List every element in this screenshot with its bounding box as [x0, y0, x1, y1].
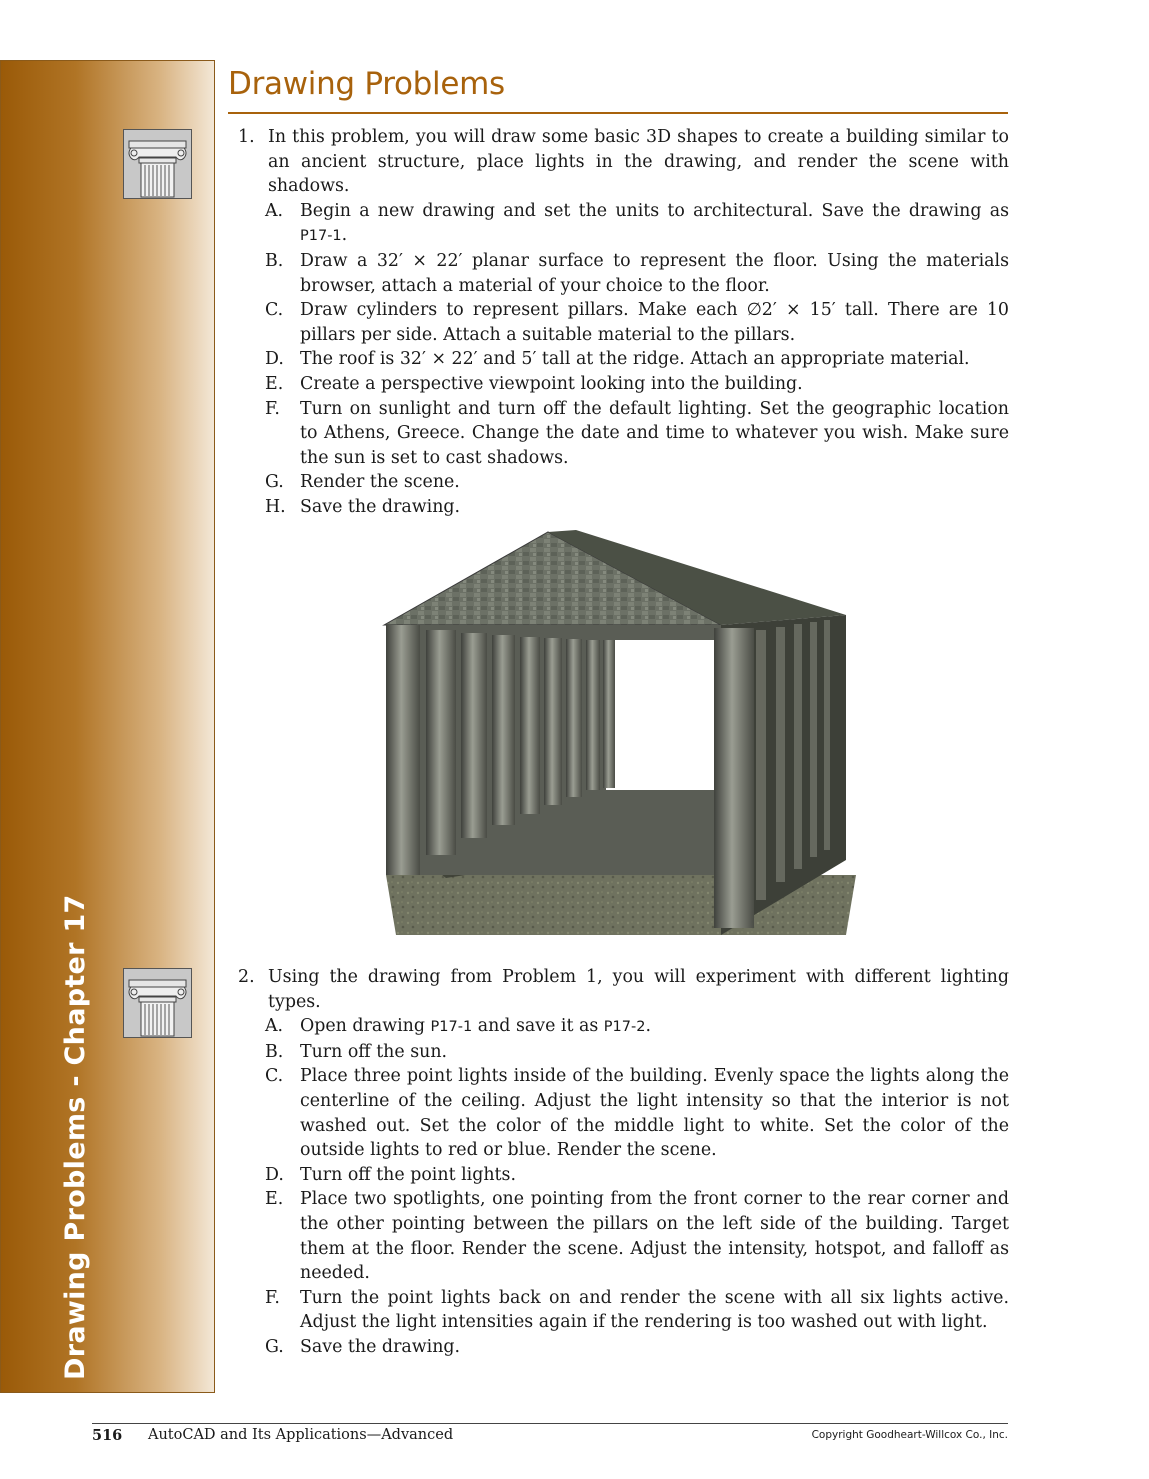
file-name: P17-2 — [603, 1019, 646, 1036]
step-letter: B. — [265, 1041, 284, 1062]
problem-text: In this problem, you will draw some basic 3D shapes to create a building similar to an ancient structure, place lights in the drawing, and render the scene with shadows. — [268, 127, 1009, 197]
step-text: Turn off the sun. — [300, 1041, 448, 1062]
step-text: Save the drawing. — [300, 1336, 461, 1357]
step-text: Draw a 32′ × 22′ planar surface to represent the floor. Using the materials browser, attach a material of your choice to the floor. — [300, 250, 1009, 296]
step — [265, 495, 1009, 520]
chapter-sidebar — [0, 60, 215, 1393]
step-letter: E. — [265, 1189, 284, 1210]
step — [265, 1163, 1009, 1188]
step-text: Place three point lights inside of the building. Evenly space the lights along the centerline of the ceiling. Adjust the light intensity so that the interior is not washed out. Set the color of the middle light to white. Set the color of the outside lights to red or blue. Render the scene. — [300, 1066, 1009, 1161]
step-text: Place two spotlights, one pointing from the front corner to the rear corner and the other pointing between the pillars on the left side of the building. Target them at the floor. Render the scene. Adjust the intensity, hotspot, and falloff as needed. — [300, 1189, 1009, 1284]
step — [265, 1335, 1009, 1360]
step — [265, 1014, 1009, 1040]
file-name: P17-1 — [300, 228, 342, 245]
problem-1 — [232, 125, 1009, 520]
rendered-building-figure — [376, 530, 856, 940]
step-text: The roof is 32′ × 22′ and 5′ tall at the ridge. Attach an appropriate material. — [300, 349, 970, 370]
step — [265, 249, 1009, 298]
step-letter: H. — [265, 496, 286, 517]
page-number: 516 — [92, 1427, 123, 1444]
step — [265, 347, 1009, 372]
step-letter: G. — [265, 472, 284, 493]
step-text: Create a perspective viewpoint looking into the building. — [300, 373, 803, 394]
column-capital-icon — [123, 129, 192, 199]
column-capital-icon — [123, 968, 192, 1038]
step-text: Turn on sunlight and turn off the default lighting. Set the geographic location to Athens, Greece. Change the date and time to whatever you wish. Make sure the sun is set to cast shadows. — [300, 398, 1009, 468]
file-name: P17-1 — [430, 1019, 473, 1036]
step — [265, 1187, 1009, 1285]
step-letter: B. — [265, 250, 284, 271]
step — [265, 397, 1009, 471]
step-text: Save the drawing. — [300, 496, 461, 517]
problem-number: 1. — [238, 127, 255, 147]
step — [265, 1064, 1009, 1162]
step-text: Open drawing P17-1 and save it as P17-2. — [300, 1016, 651, 1037]
copyright: Copyright Goodheart-Willcox Co., Inc. — [811, 1429, 1008, 1441]
footer-rule — [92, 1423, 1008, 1424]
step — [265, 1286, 1009, 1335]
step-text: Draw cylinders to represent pillars. Make each ∅2′ × 15′ tall. There are 10 pillars per side. Attach a suitable material to the pillars. — [300, 300, 1009, 345]
step — [265, 199, 1009, 249]
sidebar-chapter-title: Drawing Problems - Chapter 17 — [60, 894, 91, 1380]
step — [265, 372, 1009, 397]
page-title: Drawing Problems — [228, 66, 505, 102]
step-letter: D. — [265, 349, 284, 370]
step-text: Turn the point lights back on and render the scene with all six lights active. Adjust the light intensities again if the rendering is too washed out with light. — [300, 1287, 1009, 1333]
step-text: Begin a new drawing and set the units to architectural. Save the drawing as P17-1. — [300, 200, 1009, 246]
step — [265, 470, 1009, 495]
step-letter: F. — [265, 398, 280, 419]
step-letter: A. — [265, 1016, 284, 1037]
step-letter: A. — [265, 200, 284, 221]
step-letter: C. — [265, 1066, 284, 1087]
problem-number: 2. — [238, 967, 255, 987]
step-text: Render the scene. — [300, 472, 460, 493]
step-letter: D. — [265, 1164, 284, 1185]
problem-text: Using the drawing from Problem 1, you will experiment with different lighting types. — [268, 967, 1009, 1012]
step-text: Turn off the point lights. — [300, 1164, 516, 1185]
title-rule — [228, 112, 1008, 114]
book-title: AutoCAD and Its Applications—Advanced — [148, 1427, 454, 1443]
step-letter: G. — [265, 1336, 284, 1357]
step — [265, 298, 1009, 347]
step-letter: F. — [265, 1287, 280, 1308]
step — [265, 1040, 1009, 1065]
step-letter: C. — [265, 300, 284, 321]
problem-2 — [232, 965, 1009, 1360]
step-letter: E. — [265, 373, 284, 394]
